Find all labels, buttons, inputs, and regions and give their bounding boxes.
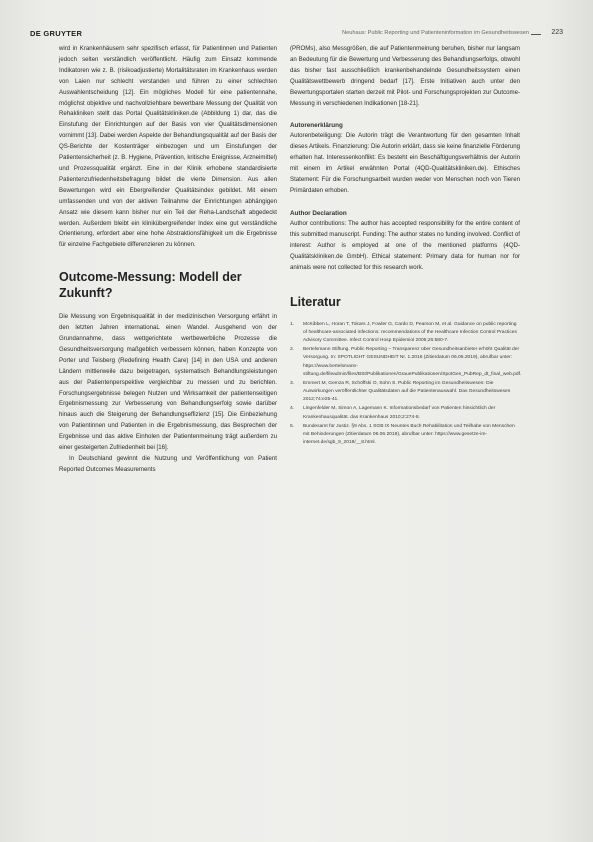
reference-list <box>290 321 520 447</box>
author-declaration-de-text: Autorenbeteiligung: Die Autorin trägt die Verantwortung für den gesamten Inhalt dieses Artikels. Finanzierung: Die Autorin erklärt, dass sie keine finanzielle Förderung erhalten hat. Interessenkonflikt: Es besteht ein Beschäftigungsverhältnis der Autorin mit einem im Artikel erwähnten Portal (4QD-Qualitätskliniken.de). Ethisches Statement: Für die Forschungsarbeit wurden weder von Menschen noch von Tieren Primärdaten erhoben. <box>290 132 520 194</box>
literature-heading: Literatur <box>290 295 341 310</box>
reference-item: 4. Lingenfelder M, Simon A, Lagemann K. Informationsbedarf von Patienten hinsichtlich der Krankenhausqualität. das Krankenhaus 2010;2:274-8. <box>290 406 496 420</box>
reference-item: 3. Emmert M, Gemza R, Schöffski O, Sohn S. Public Reporting im Gesundheitswesen: Die Auswirkungen veröffentlichter Qualitätsdaten auf die Patientenauswahl. Das Gesundheitswesen 2012;74:e25-41. <box>290 380 511 403</box>
body-paragraph: wird in Krankenhäusern sehr spezifisch erfasst, für Patientinnen und Patienten jedoch selten verständlich veröffentlicht. Häufig zum Einsatz kommende Indikatoren wie z. B. (risikoadjustierte) Mortalitätsraten im Krankenhaus werden von Laien nur schlecht verstanden und führen zu einer schlechten Auswahlentscheidung [12]. Ein mögliches Modell für eine patientennahe, möglichst objektive und nachvollziehbare bewertbare Messung der Qualität von Rehakliniken stellt das Portal Qualitätskliniken.de (Abbildung 1) dar, das die Einstufung der Einrichtungen auf der Basis von vier Qualitätsdimensionen vornimmt [13]. Dabei werden Aspekte der Behandlungsqualität auf der Basis der QS-Berichte der Kostenträger einbezogen und um Einstufungen der Patientensicherheit (z. B. Hygiene, Prävention, kritische Ereignisse, Arzneimittel) und Prozessqualität ergänzt. Eine in der Klinik erhobene standardisierte Patientenzufriedenheitsbefragung bildet die vierte Dimension. Aus allen Bewertungen wird ein Ebergreifender Qualitätsindex gebildet. Mit einem umfassenden und von der aktiven Teilnahme der Einrichtungen abhängigen Ansatz wie diesem kann bisher nur ein Teil der Reha-Landschaft abgedeckt werden. Außerdem bleibt ein klinikübergreifender Index eine gut verständliche Orientierung, erfordert aber eine hohe Abstraktionsfähigkeit um die Ergebnisse für einzelne Fachgebiete differenzieren zu können. <box>59 45 277 249</box>
publisher-brand: DE GRUYTER <box>30 29 83 38</box>
body-paragraph: In Deutschland gewinnt die Nutzung und Veröffentlichung von Patient Reported Outcomes Measurements <box>59 455 277 473</box>
left-column <box>59 44 277 476</box>
body-paragraph: Die Messung von Ergebnisqualität in der medizinischen Versorgung erfährt in den letzten Jahren internationaL einen Wandel. Ausgehend von der Grundannahme, dass wettgerichtete wertbewerbliche Prozesse die Gesundheitsversorgung maßgeblich verbessern können, haben Konzepte von Porter und Teisberg (Redefining Health Care) [14] in den USA und anderen Ländern mittlerweile dazu beigetragen, systematisch Behandlungsleistungen aus der Patientenperspektive vergleichbar zu messen und zu berichten. Forschungsergebnisse belegen Nutzen und Wirksamkeit der patientenseitigen Ergebnismessung zur Verbesserung von Behandlungserfolg sowie darüber hinaus auch die Steigerung der Behandlungseffizienz [15]. Die Einbeziehung von Patientinnen und Patienten in die Ergebnismessung, das Besprechen der Ergebnisse und das aktive Einholen der Patientenmeinung trägt außerdem zu einer gesteigerten Zufriedenheit bei [16]. <box>59 313 277 452</box>
author-declaration-en-text: Author contributions: The author has accepted responsibility for the entire content of this submitted manuscript. Funding: The author states no funding involved. Conflict of interest: Author is employed at one of the mentioned platforms (4QD-Qualitätskliniken.de GmbH). Ethical statement: Primary data for human nor for animals were not collected for this research work. <box>290 219 520 271</box>
header-rule <box>531 34 541 35</box>
page-number: 223 <box>551 29 563 36</box>
body-paragraph: (PROMs), also Messgrößen, die auf Patientenmeinung beruhen, bisher nur langsam an Bedeutung für die Bewertung und Verbesserung des Behandlungserfolgs, obwohl das bisher fast ausschließlich krankenbehandelnde Gesundheitssystem einen Qualitätswettbewerb dringend bedarf [17]. Erste Initiativen auch unter den Bewertungsportalen starten derzeit mit Pilot- und Forschungsprojekten zur Outcome-Messung in verschiedenen Indikationen [18-21]. <box>290 45 520 107</box>
reference-item: 5. Bundesamt für Justiz. §9 Abs. 1 SGB IX Neuntes Buch Rehabilitation und Teilhabe von Menschen mit Behinderungen (Zitierdatum 06.06.2019), abrufbar unter: https://www.gesetze-im-internet.de/sgb_9_2018/__8.html. <box>290 423 515 445</box>
reference-item: 1. McKibben L, Horan T, Tokars J, Fowler G, Cardo D, Pearson M, et al. Guidance on public reporting of healthcare-associated infections: recommendations of the Healthcare Infection Control Practices Advisory Committee. Infect Control Hosp Epidemiol 2005;26:580-7. <box>290 321 517 344</box>
running-title: Neuhaus: Public Reporting und Patienteninformation im Gesundheitswesen <box>342 30 529 36</box>
author-declaration-en-heading: Author Declaration <box>290 209 347 217</box>
page-header <box>30 29 563 41</box>
reference-item: 2. Bertelsmann Stiftung. Public Reporting – Transparenz über Gesundheitsanbieter erhöht Qualität der Versorgung. In: SPOTLIGHT GESUNDHEIT Nr. 1.2016 (Zitierdatum 06.06.2019), abrufbar unter: https://www.bertelsmann-stiftung.de/fileadmin/files/BSt/Publikationen/GrauePublikationen/SpotGes_PubRep_dt_final_web.pdf. <box>290 347 522 377</box>
right-column <box>290 44 520 448</box>
author-declaration-de-heading: Autorenerklärung <box>290 122 343 130</box>
section-heading: Outcome-Messung: Modell der Zukunft? <box>59 270 242 300</box>
